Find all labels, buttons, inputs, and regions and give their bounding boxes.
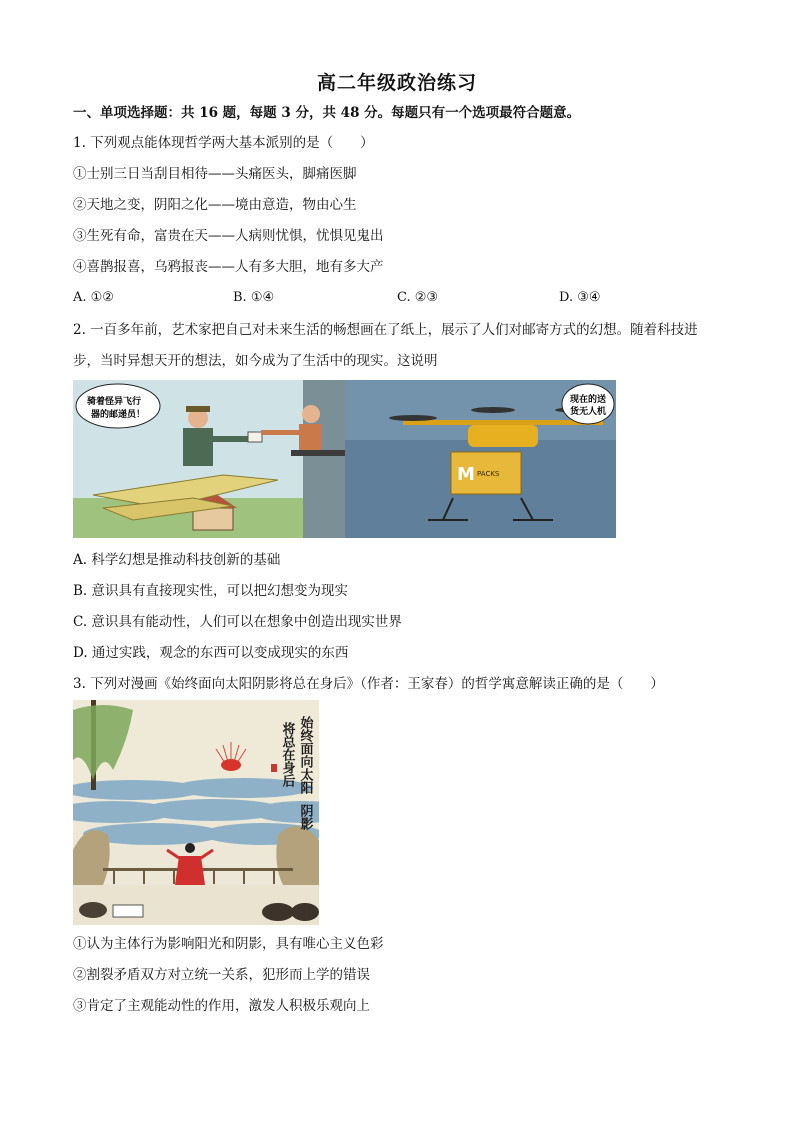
bush-right-1 xyxy=(262,903,294,921)
q3-cartoon xyxy=(73,700,319,925)
artist-seal xyxy=(271,764,277,772)
figure-head xyxy=(185,843,195,853)
receiver-head xyxy=(302,405,320,423)
drone-rotor-back xyxy=(471,407,515,413)
bush-left xyxy=(79,902,107,918)
vintage-balcony-rail xyxy=(291,450,345,456)
postman-body xyxy=(183,428,213,466)
q3-item-1: ①认为主体行为影响阳光和阴影，具有唯心主义色彩 xyxy=(73,936,384,952)
receiver-body xyxy=(299,424,321,450)
document-title: 高二年级政治练习 xyxy=(316,72,477,94)
q2-option-b: B. 意识具有直接现实性，可以把幻想变为现实 xyxy=(73,583,349,599)
left-bubble-line1: 骑着怪异飞行 xyxy=(87,397,142,407)
q1-item-1: ①士别三日当刮目相待——头痛医头，脚痛医脚 xyxy=(73,166,357,182)
calligraphy-col1: 始终面向太阳 xyxy=(297,716,313,794)
right-bubble-line2: 货无人机 xyxy=(570,407,607,417)
q1-options xyxy=(73,290,713,308)
q2-option-d: D. 通过实践，观念的东西可以变成现实的东西 xyxy=(73,645,349,661)
sun xyxy=(221,759,241,771)
q2-illustration-svg xyxy=(73,380,616,538)
q2-stem-line1: 2. 一百多年前，艺术家把自己对未来生活的畅想画在了纸上，展示了人们对邮寄方式的幻想。随着科技进 xyxy=(73,322,698,338)
section-header: 一、单项选择题：共 16 题，每题 3 分，共 48 分。每题只有一个选项最符合题意。 xyxy=(73,105,581,121)
drone-rotor-left xyxy=(389,415,437,421)
q3-item-3: ③肯定了主观能动性的作用，激发人积极乐观向上 xyxy=(73,998,370,1014)
postman-arm xyxy=(213,436,253,442)
drone-package-text: PACKS xyxy=(477,470,500,478)
letter xyxy=(248,432,262,442)
q2-illustration xyxy=(73,380,616,538)
bush-right-2 xyxy=(291,903,319,921)
left-bubble-line2: 器的邮递员！ xyxy=(91,410,146,420)
receiver-arm xyxy=(261,430,301,435)
postman-hat xyxy=(186,406,210,412)
figure-body xyxy=(175,856,205,885)
small-box xyxy=(113,905,143,917)
q3-item-2: ②割裂矛盾双方对立统一关系，犯形而上学的错误 xyxy=(73,967,370,983)
q3-stem: 3. 下列对漫画《始终面向太阳阴影将总在身后》（作者：王家春）的哲学寓意解读正确的是（ ） xyxy=(73,676,664,692)
q1-option-c: C. ②③ xyxy=(397,290,439,305)
rock-right xyxy=(276,826,319,885)
vintage-house xyxy=(193,508,233,530)
vintage-balcony-wall xyxy=(303,380,345,538)
calligraphy-col3: 将总在身后 xyxy=(279,722,295,787)
q2-option-c: C. 意识具有能动性，人们可以在想象中创造出现实世界 xyxy=(73,614,402,630)
drone-package-letter: M xyxy=(457,464,475,485)
q1-stem: 1. 下列观点能体现哲学两大基本派别的是（ ） xyxy=(73,135,374,151)
q1-option-d: D. ③④ xyxy=(559,290,601,305)
q2-option-a: A. 科学幻想是推动科技创新的基础 xyxy=(73,552,281,568)
q1-option-a: A. ①② xyxy=(73,290,114,305)
q2-stem-line2: 步，当时异想天开的想法，如今成为了生活中的现实。这说明 xyxy=(73,353,438,369)
q1-item-3: ③生死有命，富贵在天——人病则忧惧，忧惧见鬼出 xyxy=(73,228,384,244)
q1-item-4: ④喜鹊报喜，乌鸦报丧——人有多大胆，地有多大产 xyxy=(73,259,384,275)
drone-body xyxy=(468,425,538,447)
q1-item-2: ②天地之变，阴阳之化——境由意造，物由心生 xyxy=(73,197,357,213)
q1-option-b: B. ①④ xyxy=(233,290,275,305)
right-bubble-line1: 现在的送 xyxy=(570,395,607,405)
calligraphy-col2: 阴影 xyxy=(297,804,313,830)
q3-cartoon-svg xyxy=(73,700,319,925)
